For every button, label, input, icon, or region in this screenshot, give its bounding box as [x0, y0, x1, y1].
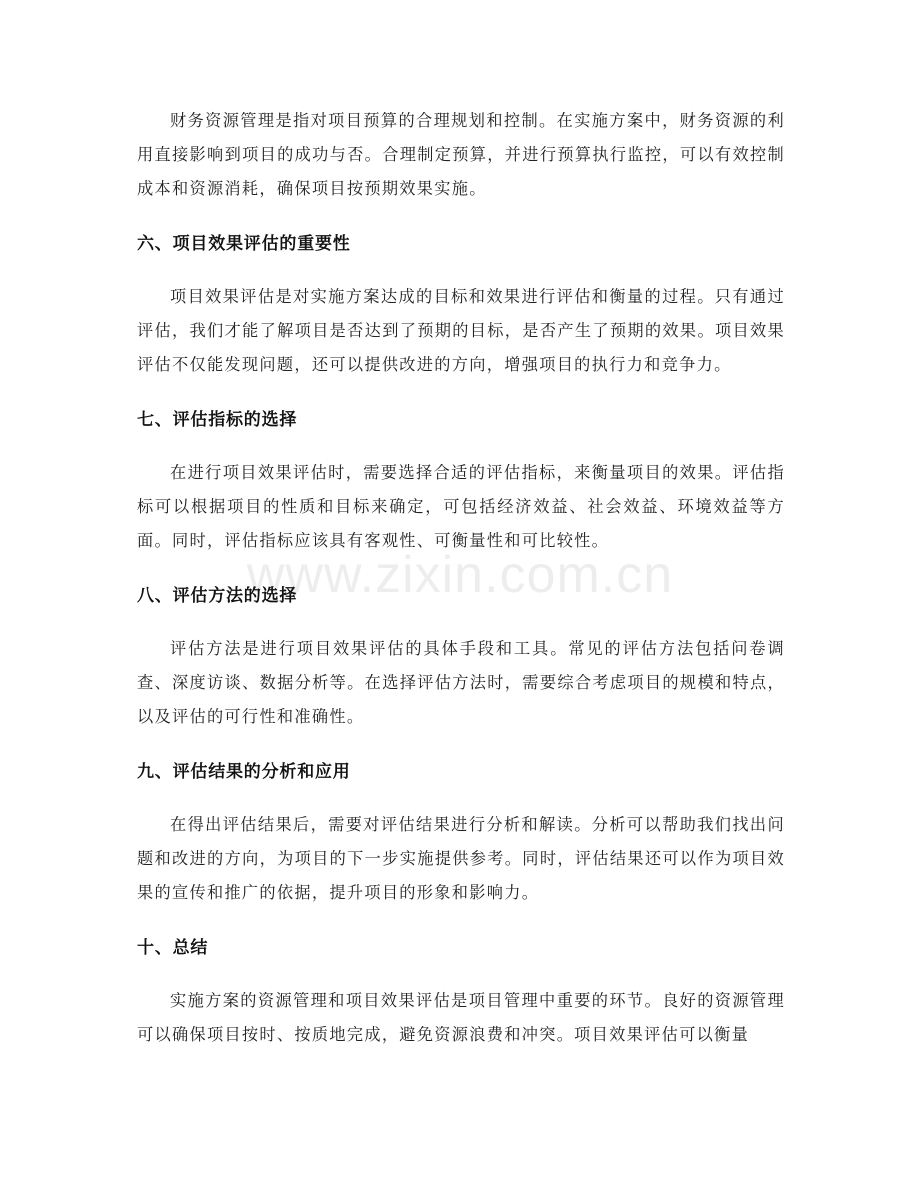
watermark: www.zixin.com.cn — [246, 546, 674, 604]
heading-section-10: 十、总结 — [137, 938, 209, 958]
heading-section-6: 六、项目效果评估的重要性 — [137, 234, 351, 254]
document-body — [137, 104, 785, 1052]
paragraph-section-6: 项目效果评估是对实施方案达成的目标和效果进行评估和衡量的过程。只有通过评估，我们才能了解项目是否达到了预期的目标，是否产生了预期的效果。项目效果评估不仅能发现问题，还可以提供改进的方向，增强项目的执行力和竞争力。 — [137, 287, 785, 374]
paragraph-section-7: 在进行项目效果评估时，需要选择合适的评估指标，来衡量项目的效果。评估指标可以根据项目的性质和目标来确定，可包括经济效益、社会效益、环境效益等方面。同时，评估指标应该具有客观性、可衡量性和可比较性。 — [137, 463, 785, 550]
paragraph-section-10: 实施方案的资源管理和项目效果评估是项目管理中重要的环节。良好的资源管理可以确保项目按时、按质地完成，避免资源浪费和冲突。项目效果评估可以衡量 — [137, 991, 785, 1044]
paragraph-section-8: 评估方法是进行项目效果评估的具体手段和工具。常见的评估方法包括问卷调查、深度访谈、数据分析等。在选择评估方法时，需要综合考虑项目的规模和特点，以及评估的可行性和准确性。 — [137, 639, 785, 726]
heading-section-7: 七、评估指标的选择 — [137, 410, 298, 430]
paragraph-section-9: 在得出评估结果后，需要对评估结果进行分析和解读。分析可以帮助我们找出问题和改进的方向，为项目的下一步实施提供参考。同时，评估结果还可以作为项目效果的宣传和推广的依据，提升项目的形象和影响力。 — [137, 815, 785, 902]
paragraph-financial-resources: 财务资源管理是指对项目预算的合理规划和控制。在实施方案中，财务资源的利用直接影响到项目的成功与否。合理制定预算，并进行预算执行监控，可以有效控制成本和资源消耗，确保项目按预期效果实施。 — [137, 111, 785, 198]
heading-section-9: 九、评估结果的分析和应用 — [137, 762, 351, 782]
heading-section-8: 八、评估方法的选择 — [137, 586, 298, 606]
